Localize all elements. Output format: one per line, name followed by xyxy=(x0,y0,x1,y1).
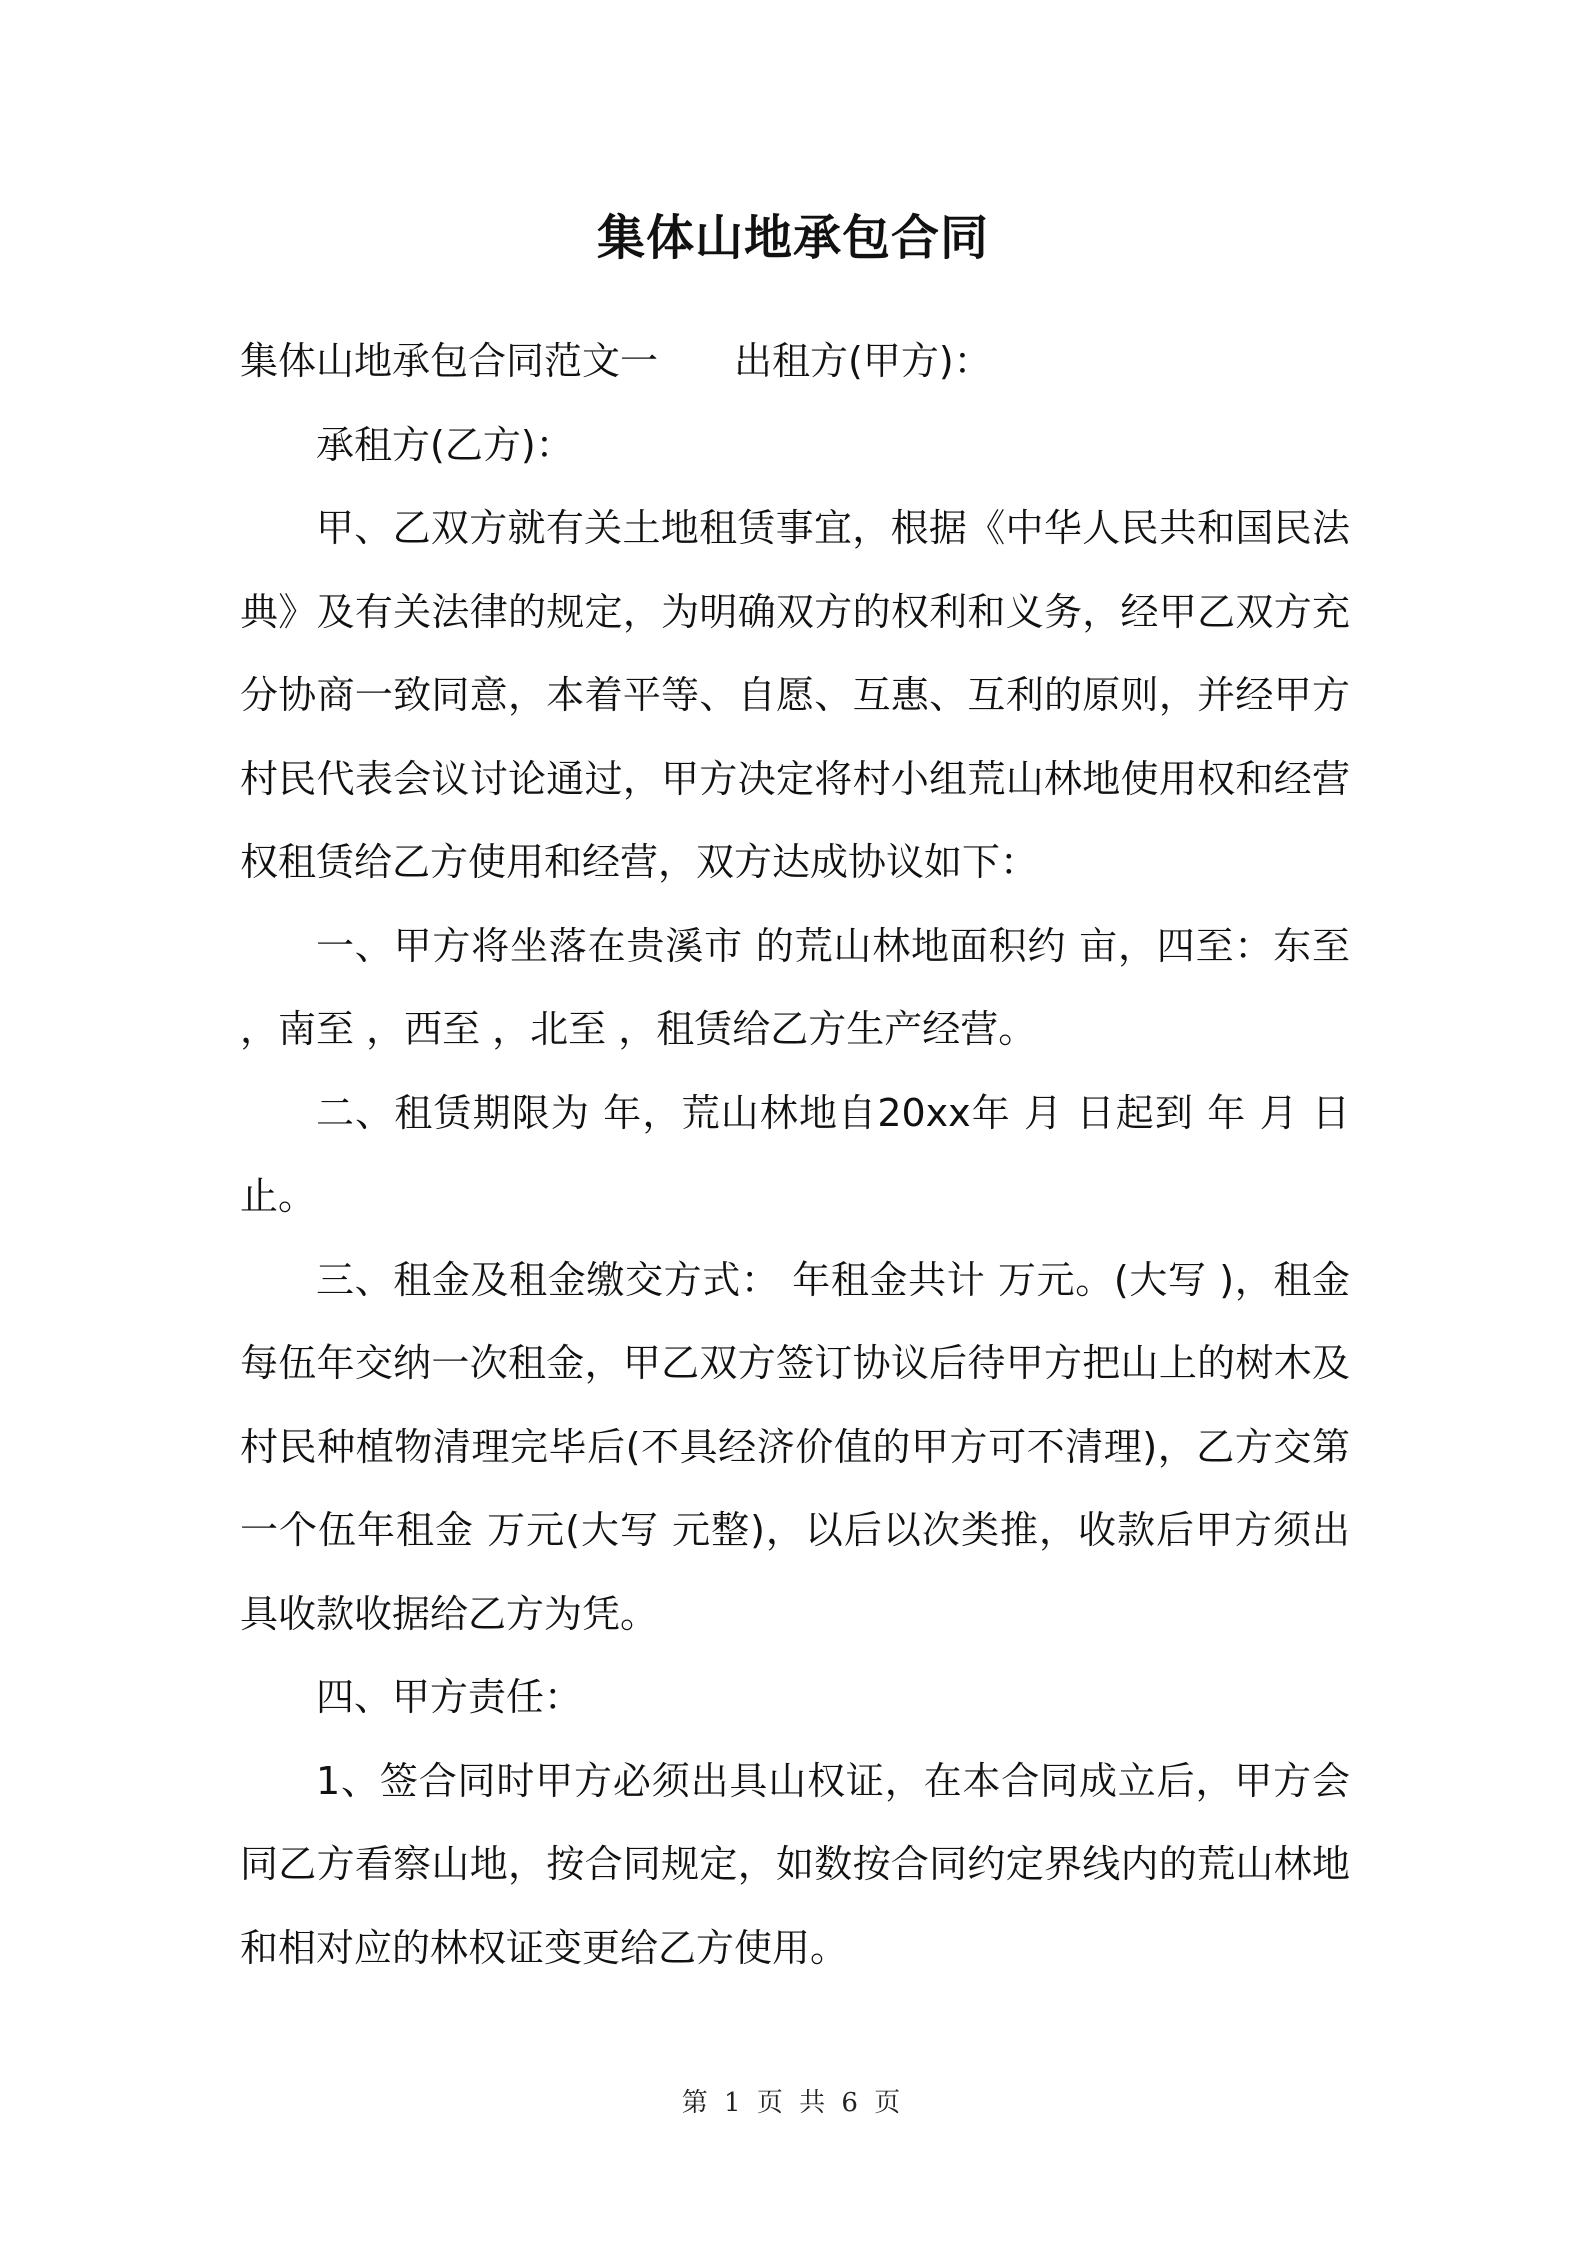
lessee-label: 承租方(乙方)： xyxy=(316,422,574,467)
intro-paragraph: 甲、乙双方就有关土地租赁事宜，根据《中华人民共和国民法典》及有关法律的规定，为明确双方的权利和义务，经甲乙双方充分协商一致同意，本着平等、自愿、互惠、互利的原则，并经甲方村民代表会议讨论通过，甲方决定将村小组荒山林地使用权和经营权租赁给乙方使用和经营，双方达成协议如下： xyxy=(240,506,1350,884)
document-title: 集体山地承包合同 xyxy=(596,210,989,266)
clause-3-rent-payment: 三、租金及租金缴交方式： 年租金共计 万元。(大写 )，租金每伍年交纳一次租金，甲乙双方签订协议后待甲方把山上的树木及村民种植物清理完毕后(不具经济价值的甲方可不清理)，乙方交第一个伍年租金 万元(大写 元整)，以后以次类推，收款后甲方须出具收款收据给乙方为凭。 xyxy=(240,1257,1350,1636)
clause-1-land-location: 一、甲方将坐落在贵溪市 的荒山林地面积约 亩，四至：东至 ，南至 ，西至 ，北至 ，租赁给乙方生产经营。 xyxy=(240,923,1350,1051)
lessor-label: 出租方(甲方)： xyxy=(734,339,992,383)
header-line xyxy=(240,320,1350,404)
page-number-footer: 第 1 页 共 6 页 xyxy=(681,2088,905,2118)
clause-4-item-1: 1、签合同时甲方必须出具山权证，在本合同成立后，甲方会同乙方看察山地，按合同规定，如数按合同约定界线内的荒山林地和相对应的林权证变更给乙方使用。 xyxy=(240,1758,1350,1970)
contract-sample-heading: 集体山地承包合同范文一 xyxy=(240,339,659,383)
document-body xyxy=(240,320,1350,1990)
clause-2-lease-term: 二、租赁期限为 年，荒山林地自20xx年 月 日起到 年 月 日止。 xyxy=(240,1090,1350,1218)
clause-4-lessor-duties-heading: 四、甲方责任： xyxy=(316,1675,583,1719)
